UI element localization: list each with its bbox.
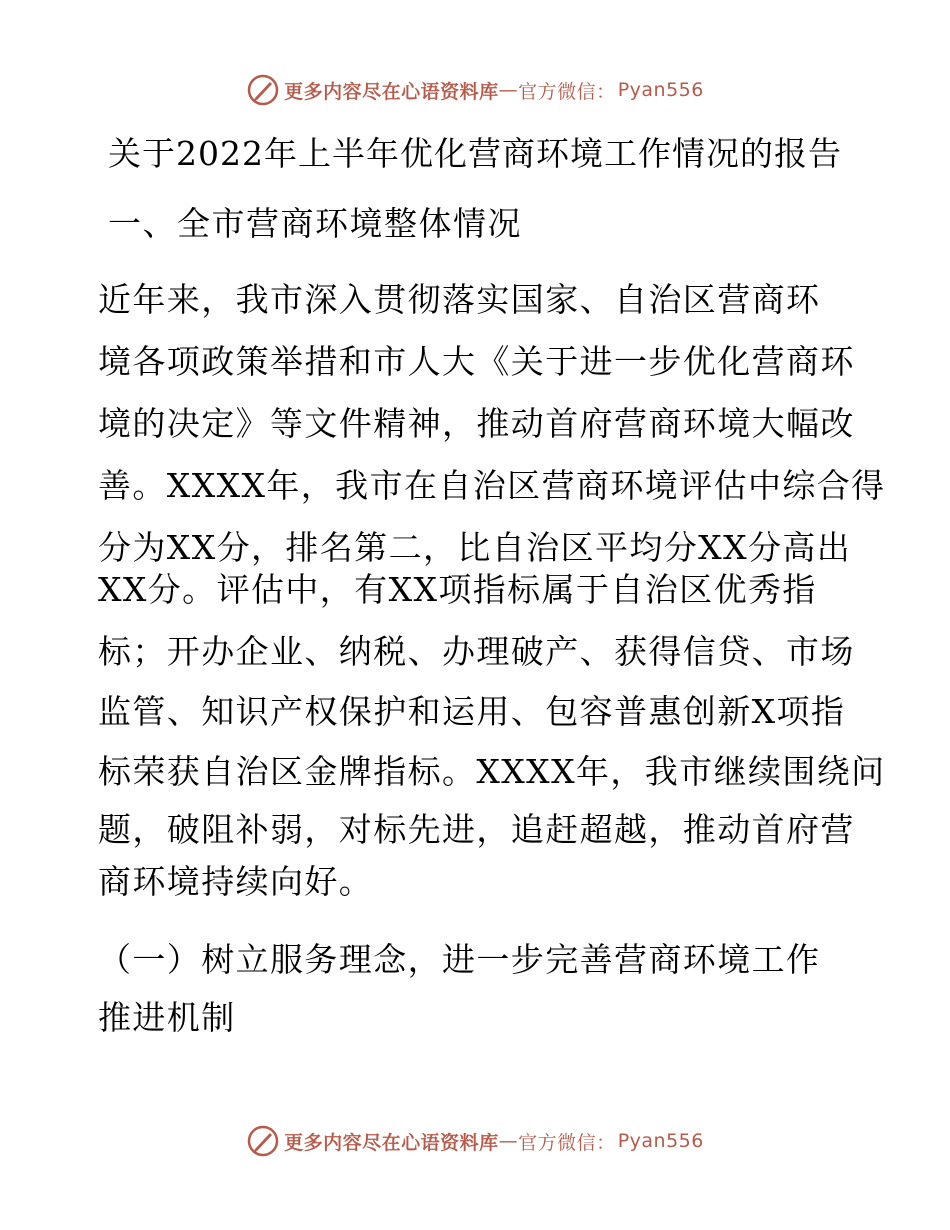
watermark-header xyxy=(0,70,950,110)
quill-logo-icon xyxy=(246,73,280,107)
subheading-line: （一）树立服务理念，进一步完善营商环境工作 xyxy=(98,940,821,979)
watermark-brand: 更多内容尽在心语资料库 xyxy=(284,1131,499,1154)
paragraph-line: 监管、知识产权保护和运用、包容普惠创新X项指 xyxy=(98,692,846,731)
paragraph-line: 题，破阻补弱，对标先进，追赶超越，推动首府营 xyxy=(98,810,855,849)
document-title: 关于2022年上半年优化营商环境工作情况的报告 xyxy=(108,134,842,173)
watermark-separator: — xyxy=(498,79,519,101)
paragraph-line: 境各项政策举措和市人大《关于进一步优化营商环 xyxy=(98,342,855,381)
paragraph-line: 境的决定》等文件精神，推动首府营商环境大幅改 xyxy=(98,404,855,443)
watermark-label: 官方微信： xyxy=(518,1131,616,1154)
paragraph-line: 标；开办企业、纳税、办理破产、获得信贷、市场 xyxy=(98,632,855,671)
watermark-handle: Pyan556 xyxy=(617,79,704,101)
paragraph-line: 近年来，我市深入贯彻落实国家、自治区营商环 xyxy=(98,280,821,319)
paragraph-line: 标荣获自治区金牌指标。XXXX年，我市继续围绕问 xyxy=(98,752,886,791)
paragraph-line: 分为XX分，排名第二，比自治区平均分XX分高出 xyxy=(98,528,852,567)
paragraph-line: 善。XXXX年，我市在自治区营商环境评估中综合得 xyxy=(98,466,886,505)
watermark-handle: Pyan556 xyxy=(617,1130,704,1152)
paragraph-line: XX分。评估中，有XX项指标属于自治区优秀指 xyxy=(98,570,817,609)
subheading-line: 推进机制 xyxy=(98,998,236,1037)
watermark-footer xyxy=(0,1121,950,1161)
quill-logo-icon xyxy=(246,1124,280,1158)
paragraph-line: 商环境持续向好。 xyxy=(98,862,374,901)
watermark-brand: 更多内容尽在心语资料库 xyxy=(284,80,499,103)
watermark-separator: — xyxy=(498,1130,519,1152)
watermark-label: 官方微信： xyxy=(518,80,616,103)
section-heading: 一、全市营商环境整体情况 xyxy=(108,204,522,243)
